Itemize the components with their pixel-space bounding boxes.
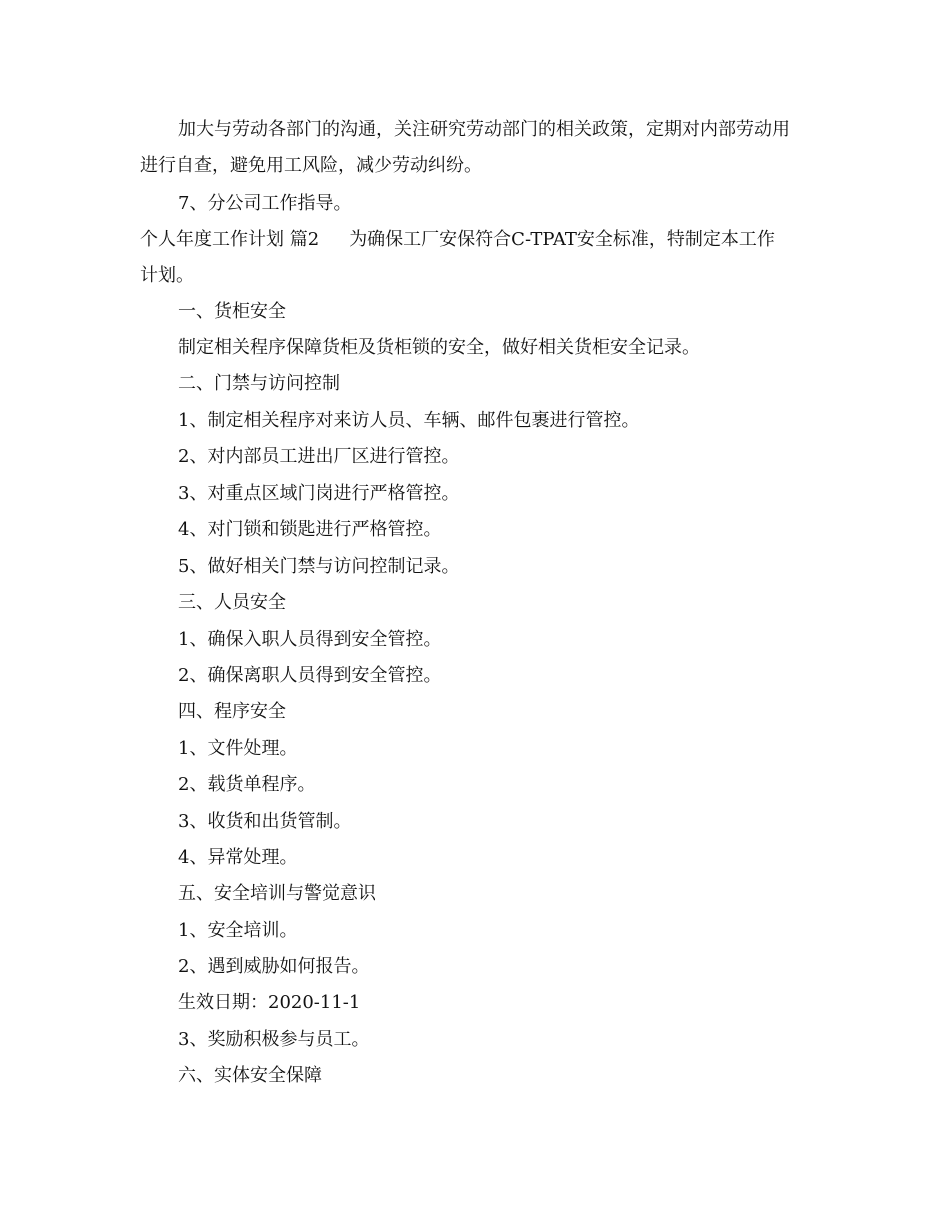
list-item: 1、文件处理。 xyxy=(178,738,298,759)
list-item: 3、对重点区域门岗进行严格管控。 xyxy=(178,483,460,504)
section-title: 六、实体安全保障 xyxy=(178,1065,322,1086)
list-item: 3、收货和出货管制。 xyxy=(178,811,352,832)
effective-date: 生效日期：2020-11-1 xyxy=(178,992,361,1013)
list-item: 1、安全培训。 xyxy=(178,920,298,941)
list-item: 2、确保离职人员得到安全管控。 xyxy=(178,665,442,686)
section-title: 三、人员安全 xyxy=(178,592,286,613)
section-title: 二、门禁与访问控制 xyxy=(178,373,340,394)
list-item: 1、制定相关程序对来访人员、车辆、邮件包裹进行管控。 xyxy=(178,410,640,431)
list-item: 4、对门锁和锁匙进行严格管控。 xyxy=(178,519,442,540)
paragraph-line: 计划。 xyxy=(140,265,194,286)
paragraph-line: 加大与劳动各部门的沟通，关注研究劳动部门的相关政策，定期对内部劳动用 xyxy=(178,119,790,140)
section-title: 五、安全培训与警觉意识 xyxy=(178,883,376,904)
list-item: 3、奖励积极参与员工。 xyxy=(178,1029,370,1050)
part-heading: 个人年度工作计划 篇2 xyxy=(140,229,320,250)
list-item: 1、确保入职人员得到安全管控。 xyxy=(178,629,442,650)
section-title: 一、货柜安全 xyxy=(178,301,286,322)
list-item: 2、对内部员工进出厂区进行管控。 xyxy=(178,446,460,467)
list-item: 2、载货单程序。 xyxy=(178,774,316,795)
list-item: 2、遇到威胁如何报告。 xyxy=(178,956,370,977)
list-item: 5、做好相关门禁与访问控制记录。 xyxy=(178,556,460,577)
list-item: 4、异常处理。 xyxy=(178,847,298,868)
section-heading-line xyxy=(140,228,775,252)
section-title: 四、程序安全 xyxy=(178,701,286,722)
list-item: 7、分公司工作指导。 xyxy=(178,193,352,214)
paragraph-line: 进行自查，避免用工风险，减少劳动纠纷。 xyxy=(140,155,482,176)
intro-text: 为确保工厂安保符合C-TPAT安全标准，特制定本工作 xyxy=(349,229,775,250)
list-item: 制定相关程序保障货柜及货柜锁的安全，做好相关货柜安全记录。 xyxy=(178,337,700,358)
